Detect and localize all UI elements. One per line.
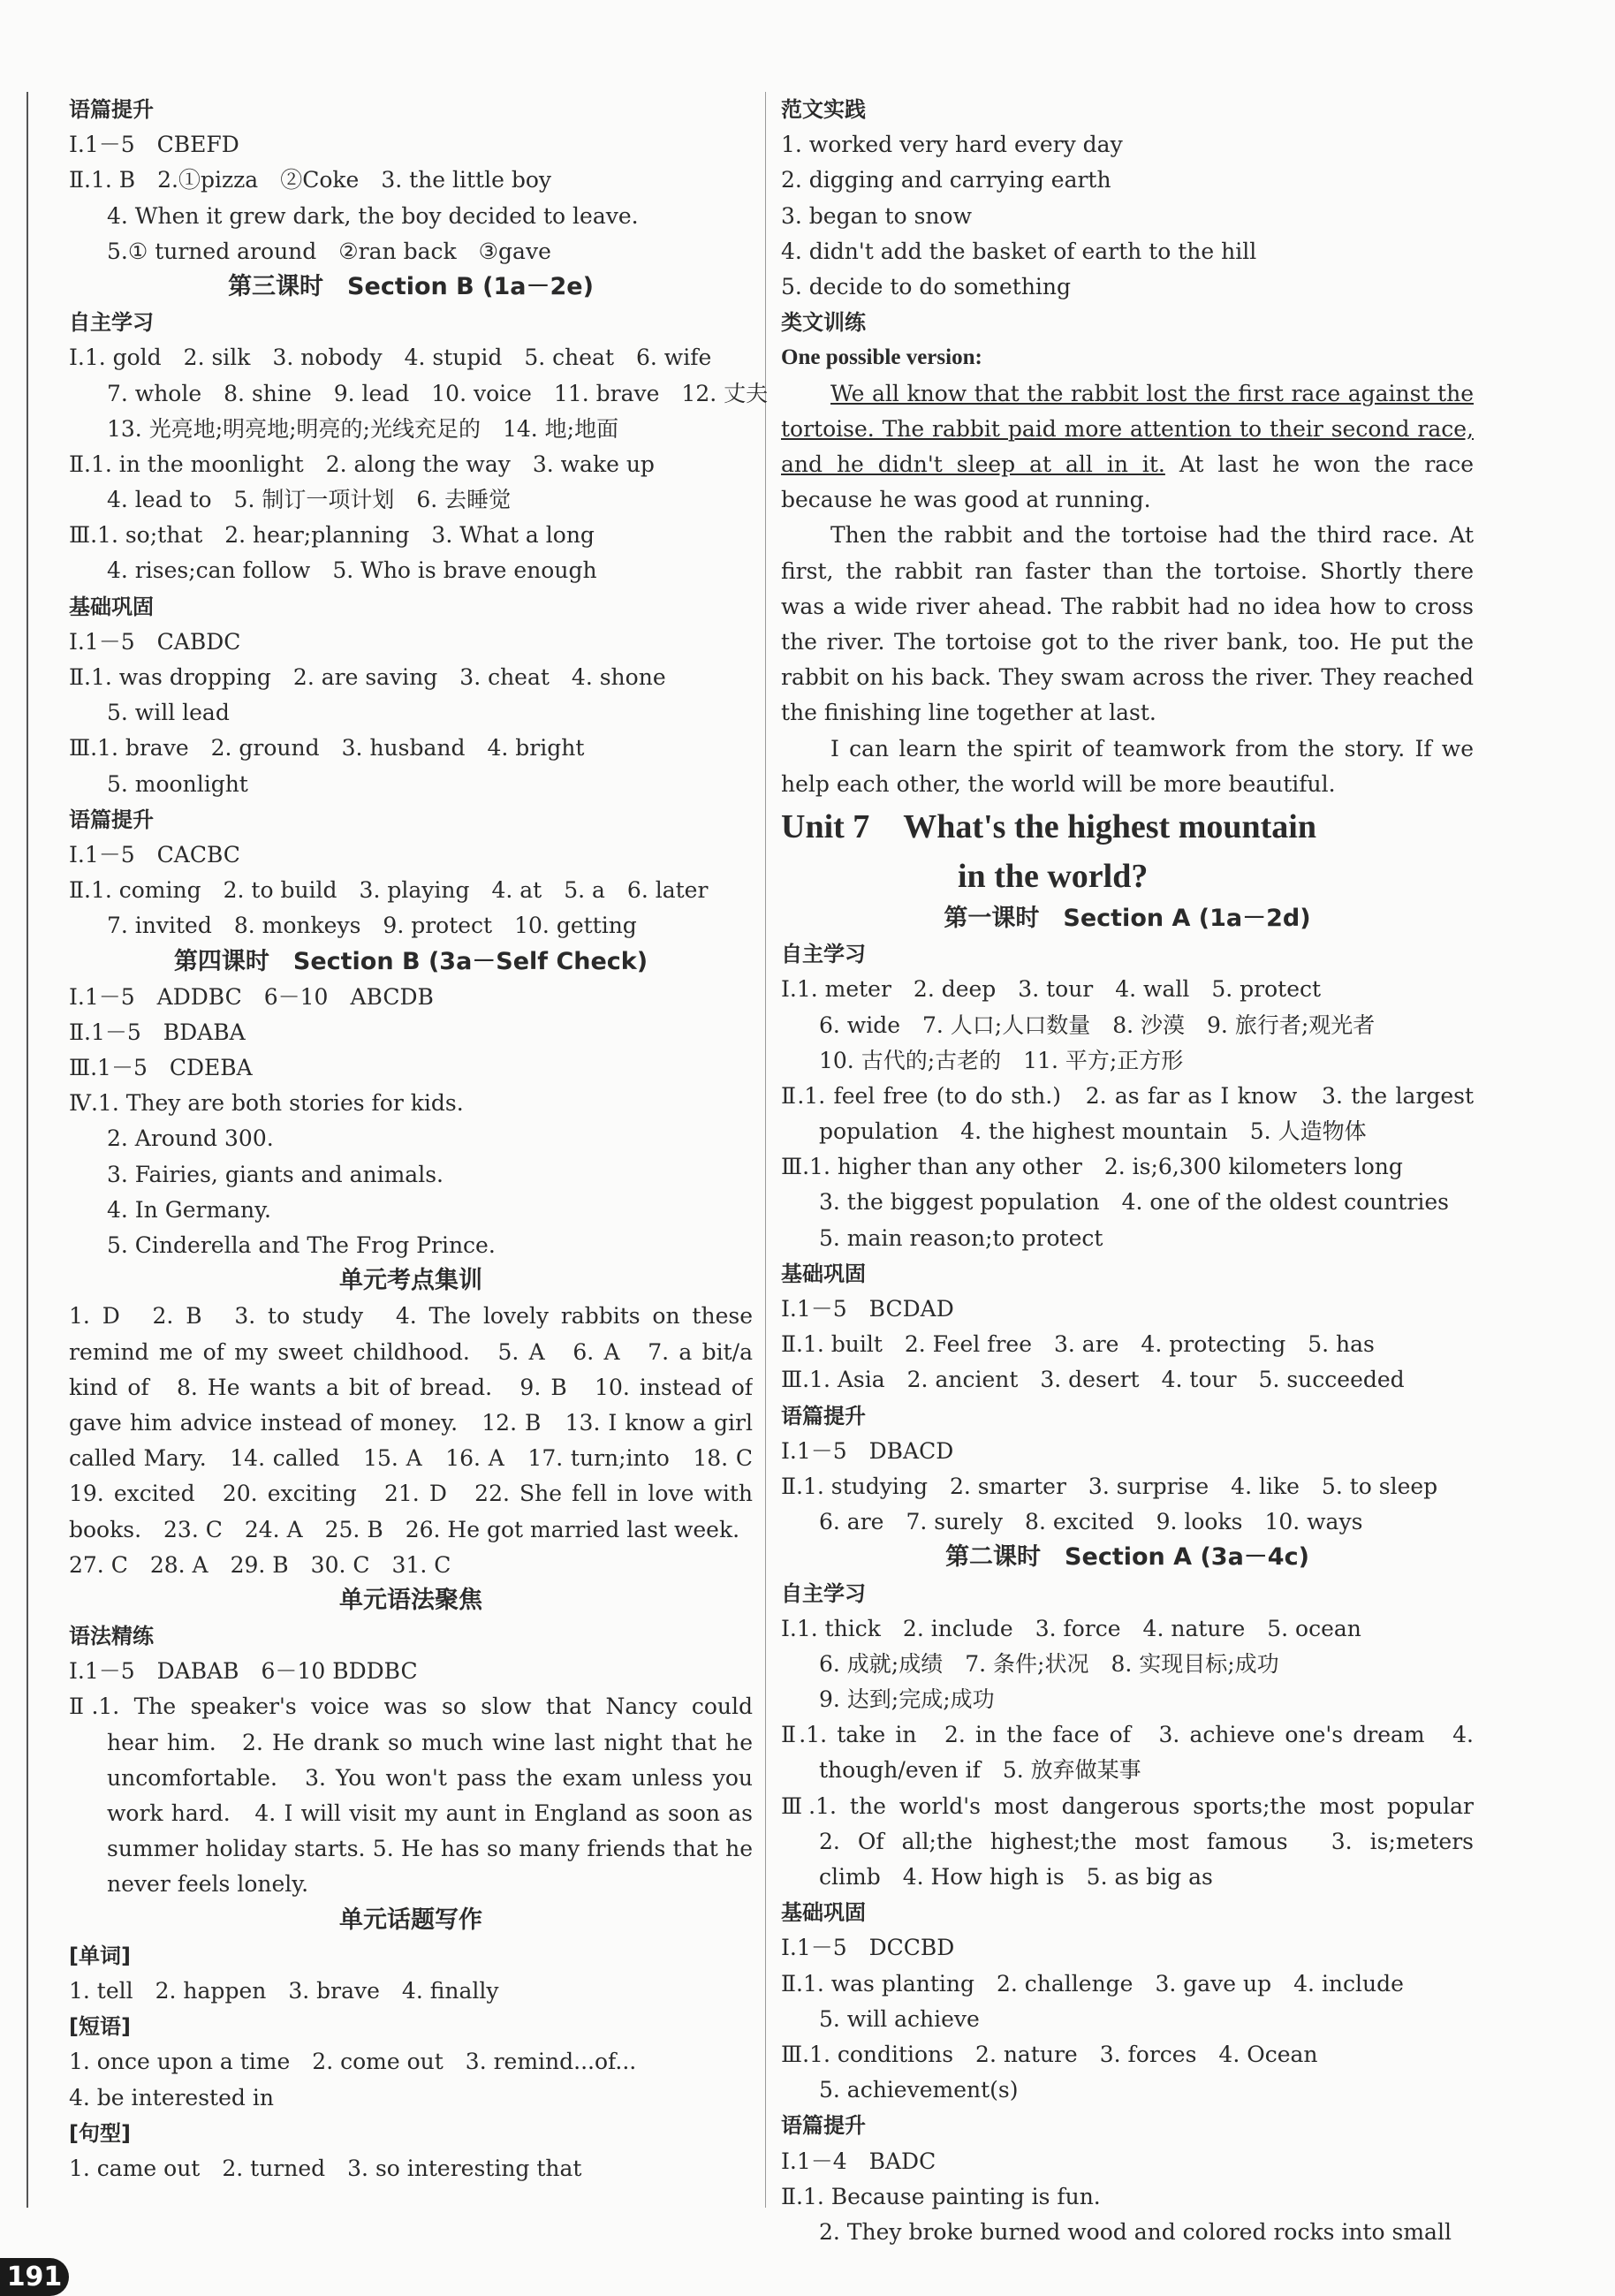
answer-line: 5.① turned around ②ran back ③gave <box>107 238 551 264</box>
answer-line: Ⅲ.1. the world's most dangerous sports;the most popular <box>781 1792 1474 1819</box>
subsection-label: 自主学习 <box>781 1580 866 1606</box>
answer-line: 27. C 28. A 29. B 30. C 31. C <box>69 1551 451 1578</box>
answer-line: Ⅱ.1. take in 2. in the face of 3. achieve one's dream 4. <box>781 1722 1474 1748</box>
subsection-label: [短语] <box>69 2014 131 2040</box>
essay-text: Then the rabbit and the tortoise had the third race. At first, the rabbit ran faster than the tortoise. Shortly there was a wide river ahead. The rabbit had no idea how to cross the river. The tortoise got to the river bank, too. He put the rabbit on his back. They swam across the river. They reached the finishing line together at last. <box>781 522 1474 726</box>
answer-line: Ⅰ.1. thick 2. include 3. force 4. nature 5. ocean <box>781 1615 1361 1641</box>
answer-line: Ⅱ.1. B 2.①pizza ②Coke 3. the little boy <box>69 167 552 193</box>
answer-line: though/even if 5. 放弃做某事 <box>819 1757 1141 1784</box>
sample-essay <box>781 376 1474 802</box>
subsection-label: [句型] <box>69 2120 131 2146</box>
answer-line: 19. excited 20. exciting 21. D 22. She fell in love with <box>69 1481 753 1507</box>
essay-text: At last he won the race because he was good at running. <box>781 451 1474 513</box>
answer-line: Ⅰ.1－5 CACBC <box>69 841 240 868</box>
answer-line: 4. In Germany. <box>107 1196 271 1223</box>
answer-line: 4. didn't add the basket of earth to the hill <box>781 238 1257 264</box>
answer-line: 2. Around 300. <box>107 1125 274 1152</box>
answer-line: population 4. the highest mountain 5. 人造物体 <box>819 1118 1367 1145</box>
subsection-label: [单词] <box>69 1943 131 1968</box>
answer-line: Ⅰ.1. meter 2. deep 3. tour 4. wall 5. protect <box>781 976 1322 1003</box>
answer-line: Ⅲ.1. higher than any other 2. is;6,300 kilometers long <box>781 1154 1403 1180</box>
answer-line: 5. achievement(s) <box>819 2077 1019 2103</box>
subsection-label: 自主学习 <box>781 942 866 967</box>
answer-line: One possible version: <box>781 345 982 370</box>
answer-line: Ⅱ.1. feel free (to do sth.) 2. as far as I know 3. the largest <box>781 1082 1474 1109</box>
answer-line: 5. will lead <box>107 700 230 726</box>
answer-line: gave him advice instead of money. 12. B 13. I know a girl <box>69 1409 753 1436</box>
left-margin-rule <box>27 92 28 2208</box>
answer-line: 4. When it grew dark, the boy decided to leave. <box>107 202 639 229</box>
answer-line: 6. are 7. surely 8. excited 9. looks 10. ways <box>819 1509 1363 1535</box>
essay-paragraph <box>781 376 1474 519</box>
answer-line: Ⅲ.1. Asia 2. ancient 3. desert 4. tour 5. succeeded <box>781 1367 1405 1393</box>
unit-title-line-2: in the world? <box>958 857 1149 895</box>
answer-line: Ⅰ.1－5 ADDBC 6－10 ABCDB <box>69 983 434 1010</box>
answer-line: 5. main reason;to protect <box>819 1224 1103 1251</box>
subsection-label: 语篇提升 <box>781 2113 866 2139</box>
essay-text: I can learn the spirit of teamwork from the story. If we help each other, the world will be more beautiful. <box>781 735 1474 797</box>
answer-line: Ⅰ.1. gold 2. silk 3. nobody 4. stupid 5. cheat 6. wife <box>69 345 712 371</box>
answer-line: Ⅱ.1. coming 2. to build 3. playing 4. at 5. a 6. later <box>69 877 709 904</box>
answer-line: 4. lead to 5. 制订一项计划 6. 去睡觉 <box>107 487 512 513</box>
answer-line: 7. whole 8. shine 9. lead 10. voice 11. brave 12. 丈夫 <box>107 380 769 406</box>
answer-line: Ⅰ.1－5 DCCBD <box>781 1935 955 1961</box>
answer-line: Ⅰ.1－5 DABAB 6－10 BDDBC <box>69 1658 418 1685</box>
subsection-label: 语篇提升 <box>781 1403 866 1428</box>
answer-line: summer holiday starts. 5. He has so many friends that he <box>107 1836 753 1862</box>
answer-line: 6. 成就;成绩 7. 条件;状况 8. 实现目标;成功 <box>819 1650 1279 1677</box>
answer-line: 7. invited 8. monkeys 9. protect 10. getting <box>107 913 637 939</box>
section-heading: 第一课时 Section A (1a－2d) <box>944 904 1311 932</box>
answer-line: 4. be interested in <box>69 2084 274 2110</box>
answer-line: Ⅱ.1. was dropping 2. are saving 3. cheat 4. shone <box>69 664 666 690</box>
page-number: 191 <box>0 2258 69 2296</box>
answer-line: 5. will achieve <box>819 2005 980 2032</box>
right-column <box>781 92 1474 2250</box>
unit-title <box>781 802 1474 901</box>
writing-practice-section <box>781 92 1474 376</box>
answer-line: 5. Cinderella and The Frog Prince. <box>107 1232 496 1258</box>
answer-line: called Mary. 14. called 15. A 16. A 17. turn;into 18. C <box>69 1445 753 1472</box>
answer-line: 1. tell 2. happen 3. brave 4. finally <box>69 1977 499 2004</box>
answer-line: Ⅲ.1－5 CDEBA <box>69 1055 253 1081</box>
unit-7-answers <box>781 901 1474 2250</box>
subsection-label: 语篇提升 <box>69 97 154 122</box>
answer-line: 3. Fairies, giants and animals. <box>107 1161 444 1187</box>
answer-line: Ⅱ.1－5 BDABA <box>69 1019 246 1045</box>
section-heading: 第四课时 Section B (3a－Self Check) <box>173 947 648 975</box>
answer-line: never feels lonely. <box>107 1871 309 1898</box>
answer-line: Ⅰ.1－4 BADC <box>781 2148 936 2174</box>
answer-line: 2. Of all;the highest;the most famous 3. is;meters <box>819 1828 1474 1854</box>
answer-line: 1. came out 2. turned 3. so interesting that <box>69 2155 582 2181</box>
subsection-label: 类文训练 <box>781 310 866 336</box>
answer-line: 1. worked very hard every day <box>781 132 1123 158</box>
subsection-label: 基础巩固 <box>781 1900 866 1926</box>
answer-line: Ⅱ.1. Because painting is fun. <box>781 2183 1101 2209</box>
section-heading: 单元语法聚焦 <box>339 1586 482 1614</box>
answer-line: Ⅳ.1. They are both stories for kids. <box>69 1090 464 1117</box>
answer-line: 13. 光亮地;明亮地;明亮的;光线充足的 14. 地;地面 <box>107 415 619 442</box>
answer-line: Ⅱ.1. in the moonlight 2. along the way 3. wake up <box>69 451 655 477</box>
answer-line: Ⅱ.1. studying 2. smarter 3. surprise 4. like 5. to sleep <box>781 1473 1438 1499</box>
subsection-label: 自主学习 <box>69 310 154 336</box>
answer-line: Ⅱ.1. was planting 2. challenge 3. gave up 4. include <box>781 1970 1404 1997</box>
essay-paragraph <box>781 731 1474 802</box>
answer-line: hear him. 2. He drank so much wine last night that he <box>107 1729 753 1755</box>
answer-line: 3. began to snow <box>781 202 972 229</box>
answer-line: remind me of my sweet childhood. 5. A 6. A 7. a bit/a <box>69 1338 753 1365</box>
answer-line: Ⅱ.1. The speaker's voice was so slow that Nancy could <box>69 1694 753 1720</box>
answer-line: uncomfortable. 3. You won't pass the exam unless you <box>107 1764 753 1791</box>
section-heading: 第三课时 Section B (1a－2e) <box>228 272 594 300</box>
answer-line: 1. D 2. B 3. to study 4. The lovely rabbits on these <box>69 1303 753 1330</box>
subsection-label: 基础巩固 <box>69 594 154 619</box>
answer-line: work hard. 4. I will visit my aunt in England as soon as <box>107 1800 753 1826</box>
underlined-text: We all know that the rabbit lost the first race against the tortoise. The rabbit paid more attention to their second race, and he didn't sleep at all in it. <box>781 380 1474 477</box>
answer-line: kind of 8. He wants a bit of bread. 9. B 10. instead of <box>69 1374 753 1400</box>
answer-line: Ⅰ.1－5 CABDC <box>69 628 241 655</box>
answer-line: 2. digging and carrying earth <box>781 167 1111 193</box>
answer-line: 4. rises;can follow 5. Who is brave enough <box>107 557 597 584</box>
answer-line: 1. once upon a time 2. come out 3. remind...of... <box>69 2049 637 2075</box>
subsection-label: 范文实践 <box>781 97 866 122</box>
subsection-label: 语法精练 <box>69 1624 154 1649</box>
answer-line: 2. They broke burned wood and colored rocks into small <box>819 2218 1452 2245</box>
answer-line: Ⅰ.1－5 CBEFD <box>69 132 239 158</box>
section-heading: 第二课时 Section A (3a－4c) <box>945 1543 1309 1572</box>
answer-line: Ⅲ.1. so;that 2. hear;planning 3. What a long <box>69 522 595 549</box>
essay-paragraph <box>781 518 1474 731</box>
answer-line: 9. 达到;完成;成功 <box>819 1686 995 1713</box>
answer-line: Ⅲ.1. brave 2. ground 3. husband 4. bright <box>69 735 585 762</box>
answer-line: Ⅱ.1. built 2. Feel free 3. are 4. protecting 5. has <box>781 1331 1375 1358</box>
left-column <box>69 92 769 2186</box>
section-heading: 单元话题写作 <box>339 1906 482 1934</box>
answer-line: 5. moonlight <box>107 770 248 797</box>
subsection-label: 语篇提升 <box>69 807 154 832</box>
answer-line: 10. 古代的;古老的 11. 平方;正方形 <box>819 1047 1184 1073</box>
answer-line: 3. the biggest population 4. one of the oldest countries <box>819 1189 1449 1216</box>
subsection-label: 基础巩固 <box>781 1261 866 1286</box>
answer-line: 5. decide to do something <box>781 273 1072 299</box>
answer-line: climb 4. How high is 5. as big as <box>819 1864 1213 1890</box>
answer-line: Ⅲ.1. conditions 2. nature 3. forces 4. Ocean <box>781 2041 1318 2067</box>
section-heading: 单元考点集训 <box>339 1267 482 1295</box>
answer-line: books. 23. C 24. A 25. B 26. He got married last week. <box>69 1516 740 1542</box>
unit-title-line-1: Unit 7 What's the highest mountain <box>781 807 1316 845</box>
answer-line: Ⅰ.1－5 BCDAD <box>781 1296 954 1322</box>
answer-line: Ⅰ.1－5 DBACD <box>781 1437 954 1464</box>
answer-line: 6. wide 7. 人口;人口数量 8. 沙漠 9. 旅行者;观光者 <box>819 1012 1376 1038</box>
